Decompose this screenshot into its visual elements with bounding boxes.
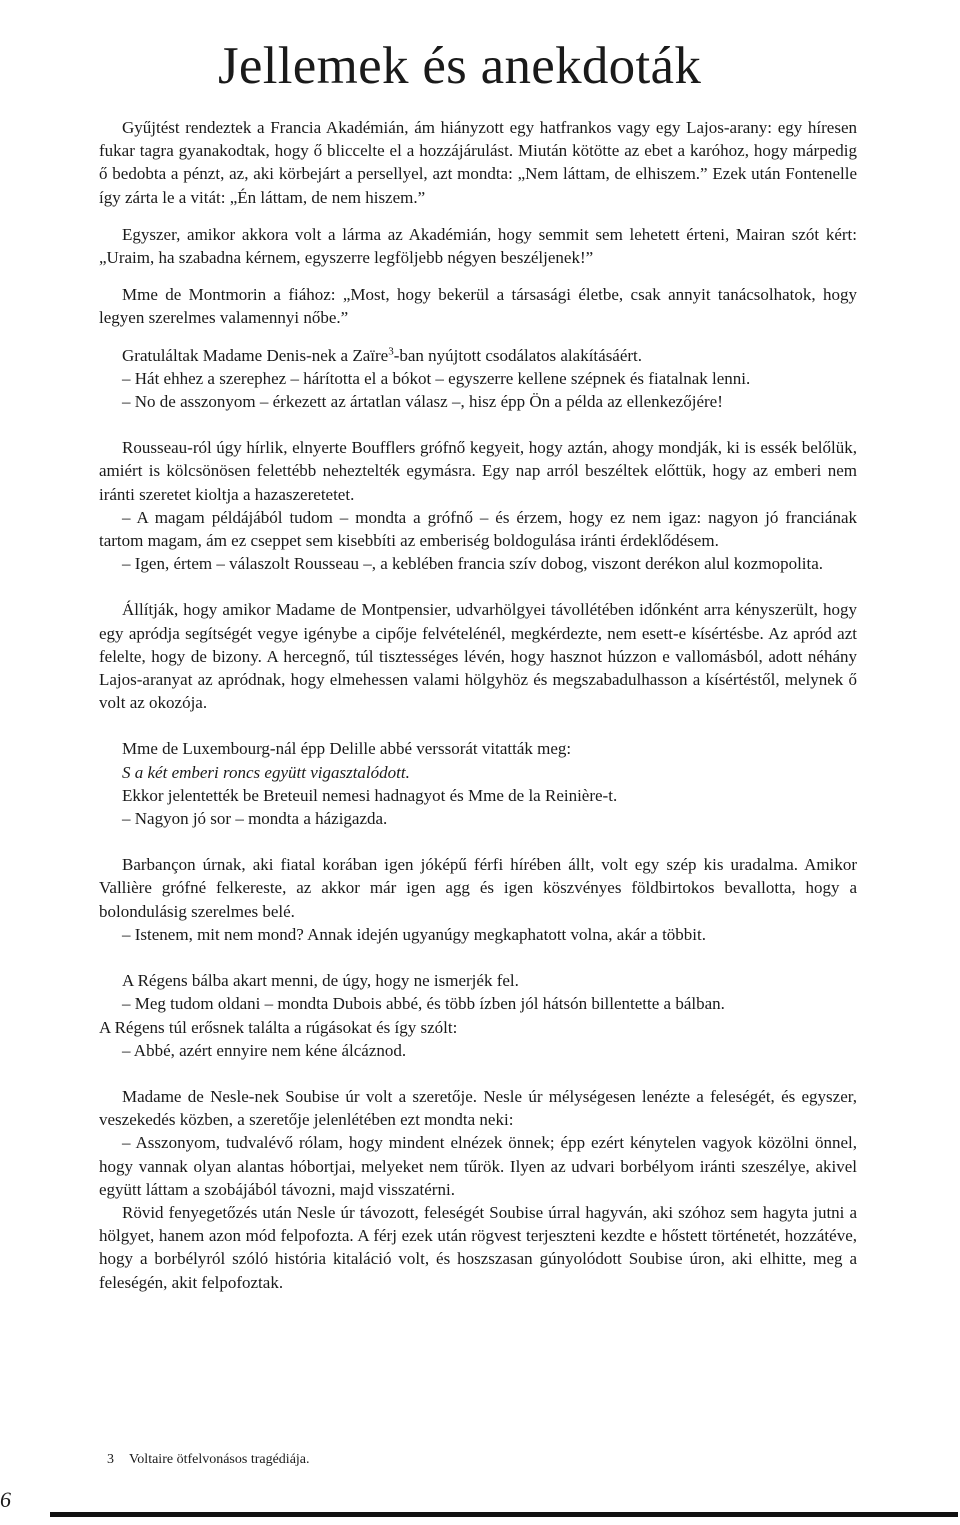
paragraph: Mme de Montmorin a fiához: „Most, hogy bekerül a társasági életbe, csak annyit tanácsolhatok, hogy legyen szerelmes valamennyi nőbe.” [99,285,857,328]
footnote-number: 3 [107,1452,114,1467]
dialogue-line: – Asszonyom, tudvalévő rólam, hogy mindent elnézek önnek; épp ezért kénytelen vagyok közölni önnel, hogy vannak olyan alantas hóbortjai, melyeket nem tűrök. Ilyen az udvari borbélyom iránti szeszélye, akivel együtt láttam a szobájából távozni, majd visszatérni. [99,1133,857,1199]
footer-rule [50,1512,958,1517]
dialogue-line: – A magam példájából tudom – mondta a grófnő – és érzem, hogy ez nem igaz: nagyon jó franciának tartom magam, ám ez cseppet sem kisebbíti az emberiség boldogulása iránti érdeklődésem. [99,507,857,551]
verse-line: S a két emberi roncs együtt vigasztalódott. [122,762,410,782]
paragraph [99,344,857,367]
paragraph: A Régens bálba akart menni, de úgy, hogy ne ismerjék fel. [122,971,519,991]
dialogue-line: – No de asszonyom – érkezett az ártatlan válasz –, hisz épp Ön a példa az ellenkezőjére! [122,392,723,412]
page-number: 6 [0,1487,11,1512]
paragraph: Rövid fenyegetőzés után Nesle úr távozott, feleségét Soubise úrral hagyván, aki szóhoz sem hagyta jutni a hölgyet, hanem azon mód felpofozta. A férj ezek után rögvest terjeszteni kezdte e hőstett történetét, hozzátéve, hogy a borbélyról szóló história kitaláció volt, és hoszszasan gúnyolódott Soubise úron, aki elhitte, meg a feleségén, akit felpofoztak. [99,1202,857,1292]
dialogue-line: – Igen, értem – válaszolt Rousseau –, a keblében francia szív dobog, viszont derékon alul kozmopolita. [122,554,824,574]
dialogue-line: – Istenem, mit nem mond? Annak idején ugyanúgy megkaphatott volna, akár a többit. [122,924,707,944]
paragraph: Barbançon úrnak, aki fiatal korában igen jóképű férfi hírében állt, volt egy szép kis uradalma. Amikor Vallière grófné felkereste, az akkor már igen agg és igen köszvényes földbirtokos bevallotta, hogy a bolondulásig szerelmes belé. [99,855,857,921]
page-title: Jellemek és anekdoták [218,36,702,95]
paragraph: Mme de Luxembourg-nál épp Delille abbé verssorát vitatták meg: [122,739,572,759]
dialogue-line: – Abbé, azért ennyire nem kéne álcáznod. [122,1040,407,1060]
paragraph: Ekkor jelentették be Breteuil nemesi hadnagyot és Mme de la Reinière-t. [122,785,618,805]
paragraph: Gyűjtést rendeztek a Francia Akadémián, ám hiányzott egy hatfrankos vagy egy Lajos-arany: egy híresen fukar tagra gyanakodtak, hogy ő bliccelte el a hozzájárulást. Miután kötötte az ebet a karóhoz, hogy márpedig ő bedobta a pénzt, az, aki körbejárt a persellyel, azt mondta: „Nem láttam, de elhiszem.” Ezek után Fontenelle így zárta le a vitát: „Én láttam, de nem hiszem.” [99,118,857,207]
dialogue-line: – Meg tudom oldani – mondta Dubois abbé, és több ízben jól hátsón billentette a bálban. [122,994,725,1014]
paragraph: Állítják, hogy amikor Madame de Montpensier, udvarhölgyei távollétében időnként arra kényszerült, hogy egy apródja segítségét vegye igénybe a cipője felvételénél, megkérdezte, nem esett-e kísértésbe. Az apród azt felelte, hogy de bizony. A hercegnő, túl tisztességes lévén, hogy hasznot húzzon e vallomásból, adott néhány Lajos-aranyat az apródnak, hogy elmehessen valami hölgyhöz és megszabadulhasson a kísértéstől, melynek ő volt az okozója. [99,600,857,713]
dialogue-line: – Nagyon jó sor – mondta a házigazda. [122,809,388,829]
article-body [99,116,857,1294]
paragraph: Egyszer, amikor akkora volt a lárma az Akadémián, hogy semmit sem lehetett érteni, Mairan szót kért: „Uraim, ha szabadna kérnem, egyszerre legföljebb négyen beszéljenek!” [99,224,857,268]
paragraph: Madame de Nesle-nek Soubise úr volt a szeretője. Nesle úr mélységesen lenézte a feleségét, és egyszer, veszekedés közben, a szeretője jelenlétében ezt mondta neki: [99,1086,857,1130]
paragraph: Rousseau-ról úgy hírlik, elnyerte Boufflers grófnő kegyeit, hogy aztán, ahogy mondják, ki is essék belőlük, amiért is kölcsönösen felettébb neheztelték egymásra. Egy nap arról beszéltek előttük, hogy az emberi nem iránti szeretet kioltja a hazaszeretetet. [99,438,857,504]
footnote-text: Voltaire ötfelvonásos tragédiája. [129,1452,310,1467]
paragraph: A Régens túl erősnek találta a rúgásokat és így szólt: [99,1017,458,1037]
footnote [107,1452,310,1468]
dialogue-line: – Hát ehhez a szerephez – hárította el a bókot – egyszerre kellene szépnek és fiatalnak lenni. [122,368,751,388]
footnote-ref: 3 [388,344,394,357]
text-run: Gratuláltak Madame Denis-nek a Zaïre [122,345,389,365]
text-run: -ban nyújtott csodálatos alakításáért. [393,345,643,365]
